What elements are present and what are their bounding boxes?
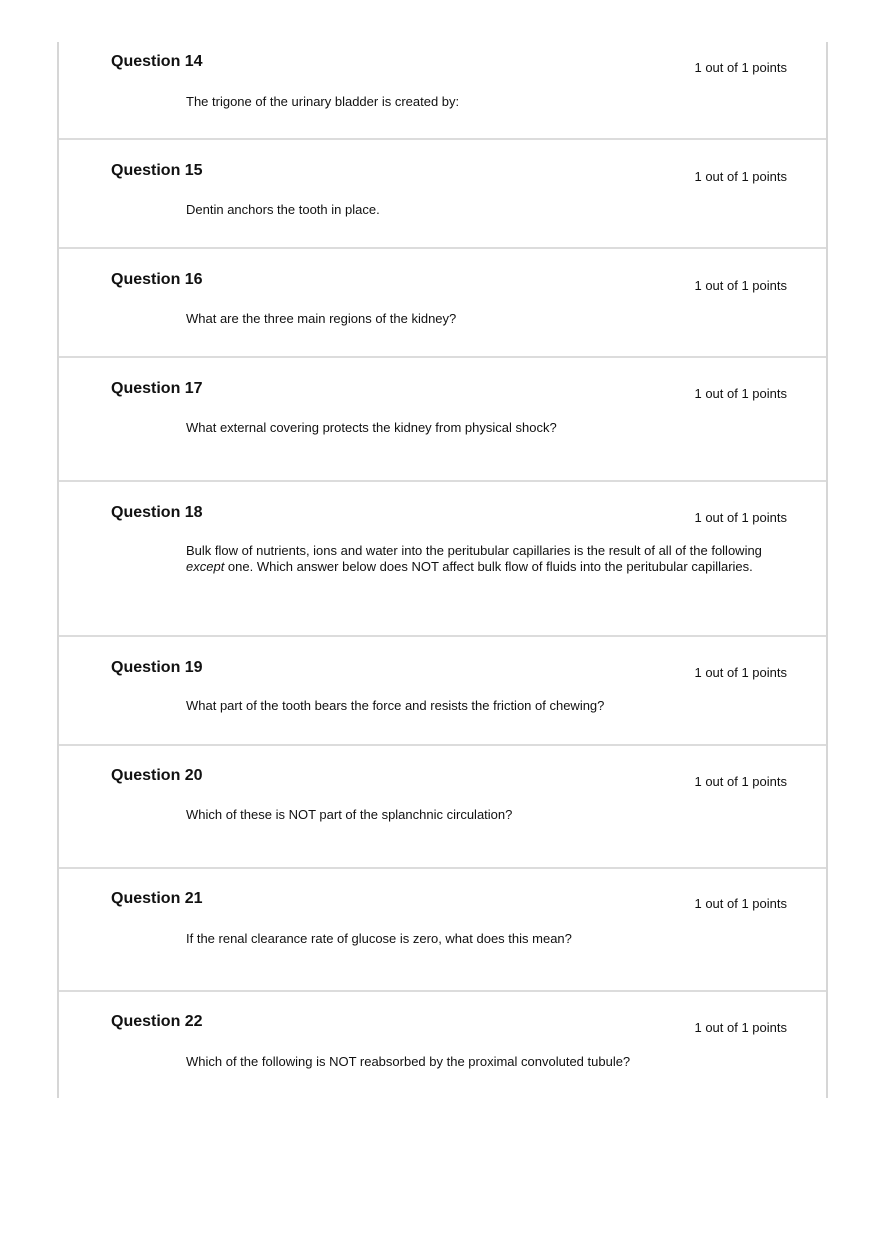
question-title: Question 22 [111,1013,203,1030]
questions-container [57,42,828,1098]
question-block [59,358,826,482]
question-text: What external covering protects the kidney from physical shock? [186,420,557,435]
question-points: 1 out of 1 points [694,1020,787,1035]
question-text: Which of these is NOT part of the splanchnic circulation? [186,807,513,822]
question-points: 1 out of 1 points [694,169,787,184]
question-text-part: Bulk flow of nutrients, ions and water into the peritubular capillaries is the result of all of the following [186,543,762,558]
question-title: Question 19 [111,659,203,676]
question-block [59,249,826,358]
question-title: Question 21 [111,890,203,907]
question-block [59,42,826,140]
question-points: 1 out of 1 points [694,386,787,401]
question-title: Question 14 [111,53,203,70]
question-text [186,543,796,575]
question-block [59,746,826,869]
question-points: 1 out of 1 points [694,510,787,525]
question-text: What part of the tooth bears the force and resists the friction of chewing? [186,698,605,713]
question-title: Question 18 [111,504,203,521]
question-title: Question 16 [111,271,203,288]
question-text-emphasis: except [186,559,225,574]
question-title: Question 15 [111,162,203,179]
question-points: 1 out of 1 points [694,278,787,293]
question-text: Which of the following is NOT reabsorbed by the proximal convoluted tubule? [186,1054,631,1069]
question-block [59,992,826,1098]
question-title: Question 17 [111,380,203,397]
question-points: 1 out of 1 points [694,896,787,911]
question-block [59,637,826,746]
question-title: Question 20 [111,767,203,784]
question-points: 1 out of 1 points [694,774,787,789]
question-text-part: one. Which answer below does NOT affect bulk flow of fluids into the peritubular capillaries. [224,559,753,574]
question-points: 1 out of 1 points [694,665,787,680]
question-text: Dentin anchors the tooth in place. [186,202,380,217]
question-text: If the renal clearance rate of glucose is zero, what does this mean? [186,931,572,946]
question-points: 1 out of 1 points [694,60,787,75]
question-block [59,140,826,249]
question-block [59,869,826,992]
question-text: The trigone of the urinary bladder is created by: [186,94,460,109]
question-block [59,482,826,637]
question-text: What are the three main regions of the kidney? [186,311,457,326]
